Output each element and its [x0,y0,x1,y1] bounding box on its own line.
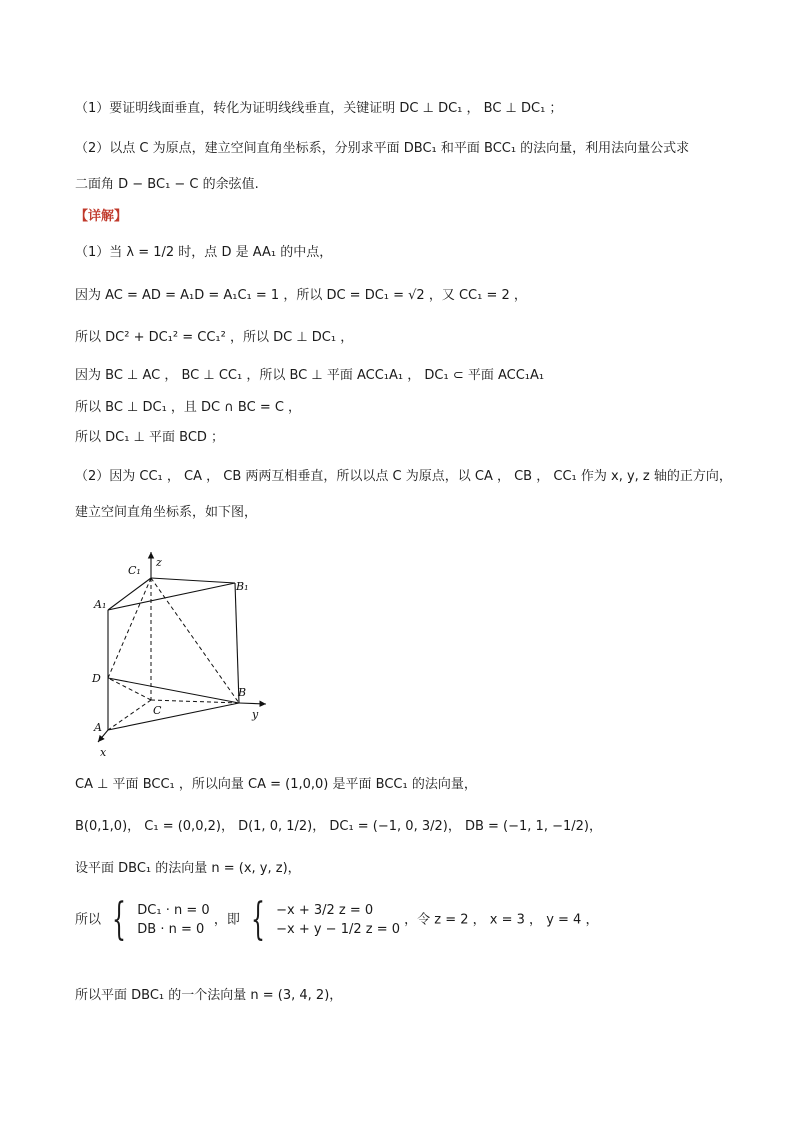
system-eq-1: DC₁ · n = 0 [137,903,210,918]
proof-line-1: （1）当 λ = 1/2 时，点 D 是 AA₁ 的中点， [75,245,333,260]
label-a: A [94,721,102,734]
proof-line-11: 设平面 DBC₁ 的法向量 n = (x, y, z)， [75,861,301,876]
system-suffix: ，令 z = 2 ， x = 3 ， y = 4 ， [404,912,599,928]
system-mid: ，即 [213,912,240,928]
label-y: y [252,708,259,721]
proof-line-12: 所以平面 DBC₁ 的一个法向量 n = (3, 4, 2)， [75,988,343,1003]
edge-c1-b1 [151,578,235,583]
proof-line-8: 建立空间直角坐标系，如下图， [75,505,258,520]
axis-y [239,703,266,704]
proof-line-3: 所以 DC² + DC₁² = CC₁² ，所以 DC ⊥ DC₁ ， [75,330,354,345]
label-z: z [156,556,162,569]
label-d: D [92,672,101,685]
system-prefix: 所以 [75,912,102,928]
label-a1: A₁ [94,598,107,611]
proof-line-9: CA ⊥ 平面 BCC₁ ，所以向量 CA = (1,0,0) 是平面 BCC₁ 的法向量， [75,777,477,792]
section-heading: 【详解】 [75,209,128,224]
hint-line-2: （2）以点 C 为原点，建立空间直角坐标系，分别求平面 DBC₁ 和平面 BCC₁ 的法向量，利用法向量公式求 [75,141,690,156]
edge-c-d [108,678,151,700]
system-eq-3: −x + 3/2 z = 0 [276,903,374,918]
proof-line-2: 因为 AC = AD = A₁D = A₁C₁ = 1 ，所以 DC = DC₁ = √2 ，又 CC₁ = 2 ， [75,288,527,303]
label-x: x [100,746,107,759]
edge-c1-d [108,578,151,678]
label-b: B [238,686,247,699]
system-right [276,901,400,939]
label-c: C [153,704,162,717]
edge-d-b [108,678,239,703]
proof-line-10: B(0,1,0)， C₁ = (0,0,2)， D(1, 0, 1/2)， DC₁ = (−1, 0, 3/2)， DB = (−1, 1, −1/2)， [75,819,602,834]
proof-line-7: （2）因为 CC₁ ， CA ， CB 两两互相垂直，所以以点 C 为原点，以 CA ， CB ， CC₁ 作为 x, y, z 轴的正方向， [75,469,732,484]
hint-line-3: 二面角 D − BC₁ − C 的余弦值. [75,177,259,192]
label-b1: B₁ [236,580,249,593]
prism-figure [88,540,278,762]
equation-system: 所以 { DC₁ · n = 0 DB · n = 0 ，即 { −x + 3/2 z = 0 −x + y − 1/2 z = 0 ，令 z = 2 ， x = 3 ， y = 4 ， [75,894,599,945]
system-eq-4: −x + y − 1/2 z = 0 [276,922,401,937]
edge-b1-b [235,583,239,703]
label-c1: C₁ [128,564,141,577]
system-left [137,901,209,939]
proof-line-6: 所以 DC₁ ⊥ 平面 BCD ； [75,430,225,445]
proof-line-4: 因为 BC ⊥ AC ， BC ⊥ CC₁ ，所以 BC ⊥ 平面 ACC₁A₁ ， DC₁ ⊂ 平面 ACC₁A₁ [75,368,545,383]
edge-c1-b [151,578,239,703]
proof-line-5: 所以 BC ⊥ DC₁ ，且 DC ∩ BC = C ， [75,400,302,415]
hint-line-1: （1）要证明线面垂直，转化为证明线线垂直，关键证明 DC ⊥ DC₁ ， BC ⊥ DC₁ ； [75,101,563,116]
system-eq-2: DB · n = 0 [137,922,205,937]
